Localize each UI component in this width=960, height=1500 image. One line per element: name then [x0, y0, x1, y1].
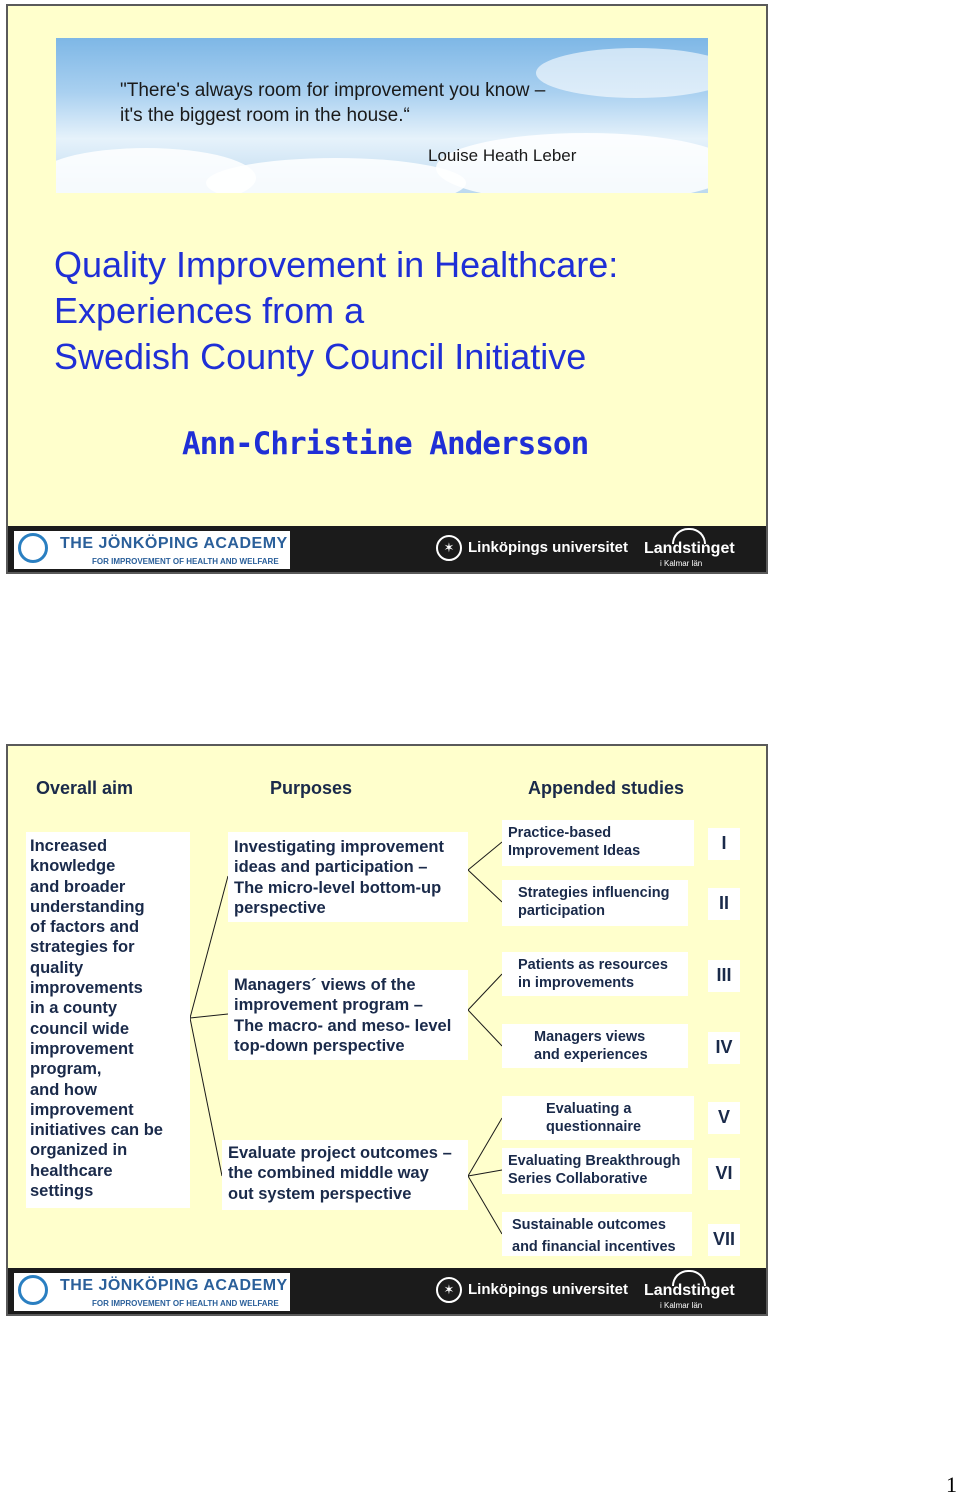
aim-line: improvement: [30, 1100, 134, 1119]
aim-line: and how: [30, 1080, 97, 1099]
liu-logo-text: Linköpings universitet: [468, 1281, 629, 1298]
study-line: and financial incentives: [512, 1239, 676, 1255]
purpose-box-micro: [228, 832, 468, 922]
study-line: Strategies influencing: [518, 885, 670, 901]
overview-slide: [6, 744, 768, 1316]
aim-line: strategies for: [30, 938, 135, 957]
purpose-line: ideas and participation –: [234, 858, 428, 877]
landstinget-subtitle: i Kalmar län: [660, 1301, 703, 1310]
study-numeral-1: I: [708, 828, 740, 860]
aim-line: settings: [30, 1182, 94, 1201]
title-slide: [6, 4, 768, 574]
study-box-1: [502, 820, 694, 866]
study-line: Sustainable outcomes: [512, 1217, 666, 1233]
landstinget-logo-text: Landstinget: [644, 1282, 735, 1299]
author-name: Ann-Christine Andersson: [182, 426, 589, 462]
connector-line: [468, 974, 502, 1010]
purpose-line: out system perspective: [228, 1184, 412, 1203]
study-line: Managers views: [534, 1029, 646, 1045]
sky-banner: [56, 38, 708, 193]
jonkoping-academy-logo: [14, 531, 290, 569]
quote-line: "There's always room for improvement you know –: [120, 80, 546, 101]
cloud: [536, 48, 708, 98]
quote: [120, 78, 545, 128]
academy-circle-icon: [18, 533, 48, 563]
aim-line: initiatives can be: [30, 1121, 163, 1140]
connector-line: [190, 876, 228, 1018]
liu-logo-text: Linköpings universitet: [468, 539, 629, 556]
study-box-2: [502, 880, 688, 926]
aim-line: of factors and: [30, 918, 140, 937]
liu-seal-icon: ✶: [436, 1277, 462, 1303]
overall-aim-box: [26, 832, 190, 1208]
aim-line: Increased: [30, 837, 108, 855]
aim-line: and broader: [30, 877, 126, 896]
quote-author: Louise Heath Leber: [428, 146, 577, 165]
study-box-5: [502, 1096, 694, 1140]
study-line: Evaluating Breakthrough: [508, 1153, 681, 1169]
landstinget-subtitle: i Kalmar län: [660, 559, 703, 568]
aim-line: improvement: [30, 1039, 134, 1058]
study-box-6: [502, 1148, 692, 1194]
study-numeral-6: VI: [708, 1158, 740, 1190]
purpose-line: perspective: [234, 898, 326, 917]
study-line: Series Collaborative: [508, 1171, 648, 1187]
aim-line: understanding: [30, 897, 145, 916]
study-line: questionnaire: [546, 1119, 642, 1135]
purpose-line: The micro-level bottom-up: [234, 878, 442, 897]
study-line: Practice-based: [508, 825, 612, 841]
study-numeral-7: VII: [708, 1224, 740, 1256]
study-line: Patients as resources: [518, 957, 668, 973]
study-line: Evaluating a: [546, 1101, 632, 1117]
study-numeral-4: IV: [708, 1032, 740, 1064]
header-purposes: Purposes: [270, 778, 353, 798]
study-numeral-5: V: [708, 1102, 740, 1134]
aim-line: program,: [30, 1060, 102, 1079]
aim-line: quality: [30, 958, 84, 977]
purpose-line: Evaluate project outcomes –: [228, 1144, 452, 1162]
purpose-line: Managers´ views of the: [234, 976, 416, 994]
study-line: participation: [518, 903, 606, 919]
presentation-title: [54, 242, 754, 380]
title-line: Quality Improvement in Healthcare:: [54, 244, 619, 285]
purpose-line: improvement program –: [234, 996, 423, 1015]
study-numeral-3: III: [708, 960, 740, 992]
academy-subtitle: FOR IMPROVEMENT OF HEALTH AND WELFARE: [92, 557, 279, 566]
purpose-line: the combined middle way: [228, 1164, 429, 1183]
logo-bar: [8, 526, 766, 572]
aim-line: council wide: [30, 1019, 130, 1038]
academy-subtitle: FOR IMPROVEMENT OF HEALTH AND WELFARE: [92, 1299, 279, 1308]
academy-circle-icon: [18, 1275, 48, 1305]
purpose-box-outcomes: [222, 1140, 468, 1210]
logo-bar: [8, 1268, 766, 1314]
landstinget-logo-text: Landstinget: [644, 540, 735, 557]
connector-line: [468, 1010, 502, 1046]
study-box-7: [502, 1212, 692, 1256]
purpose-box-macro: [228, 970, 468, 1060]
connector-line: [468, 842, 502, 870]
study-line: and experiences: [534, 1047, 648, 1063]
title-line: Swedish County Council Initiative: [54, 336, 587, 377]
connector-line: [190, 1014, 228, 1018]
study-box-4: [502, 1024, 688, 1068]
cloud: [206, 158, 466, 193]
connector-line: [468, 1170, 502, 1176]
purpose-line: The macro- and meso- level: [234, 1016, 452, 1035]
purpose-line: top-down perspective: [234, 1036, 405, 1055]
study-box-3: [502, 952, 688, 996]
quote-line: it's the biggest room in the house.“: [120, 105, 410, 126]
connector-line: [468, 870, 502, 902]
academy-title: THE JÖNKÖPING ACADEMY: [60, 1277, 288, 1294]
connector-line: [468, 1118, 502, 1176]
page-number: 1: [946, 1472, 957, 1497]
header-overall-aim: Overall aim: [36, 778, 134, 798]
aim-line: organized in: [30, 1141, 128, 1160]
study-line: in improvements: [518, 975, 635, 991]
academy-title: THE JÖNKÖPING ACADEMY: [60, 535, 288, 552]
study-numeral-2: II: [708, 888, 740, 920]
title-line: Experiences from a: [54, 290, 365, 331]
header-appended-studies: Appended studies: [528, 778, 685, 798]
purpose-line: Investigating improvement: [234, 838, 444, 856]
aim-line: improvements: [30, 979, 143, 998]
study-line: Improvement Ideas: [508, 843, 641, 859]
connector-line: [468, 1176, 502, 1234]
liu-seal-icon: ✶: [436, 535, 462, 561]
connector-line: [190, 1018, 222, 1176]
jonkoping-academy-logo: [14, 1273, 290, 1311]
aim-line: healthcare: [30, 1161, 113, 1180]
aim-line: in a county: [30, 999, 118, 1018]
aim-line: knowledge: [30, 857, 116, 876]
